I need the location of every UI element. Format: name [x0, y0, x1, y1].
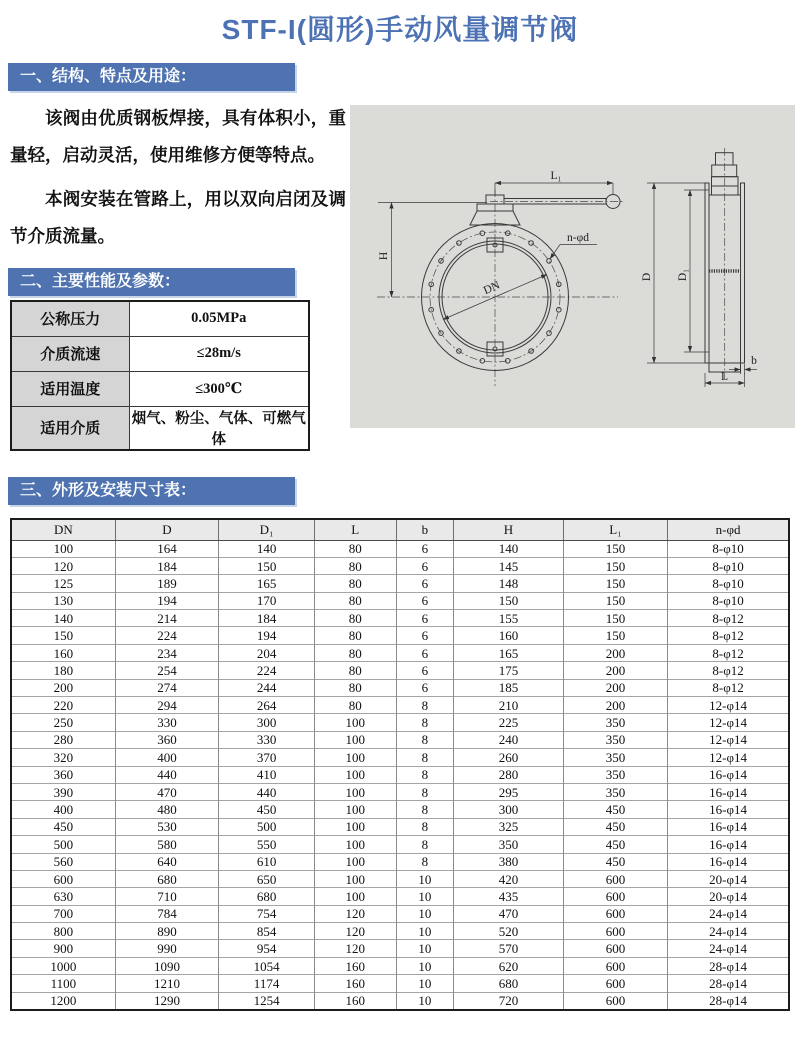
dimension-cell: 600: [563, 905, 667, 922]
dimension-cell: 380: [454, 853, 564, 870]
dimension-cell: 8-φ10: [668, 575, 789, 592]
dimension-cell: 8: [396, 853, 454, 870]
dimension-table-row: [11, 992, 789, 1009]
dimension-cell: 170: [219, 592, 315, 609]
dimension-cell: 295: [454, 783, 564, 800]
dimension-cell: 16-φ14: [668, 783, 789, 800]
dimension-cell: 150: [219, 557, 315, 574]
bolt-hole: [547, 331, 552, 336]
dimension-table-row: [11, 975, 789, 992]
dimension-cell: 80: [314, 540, 396, 557]
parameter-row: [11, 406, 309, 450]
dimension-cell: 16-φ14: [668, 818, 789, 835]
dimension-cell: 8-φ12: [668, 627, 789, 644]
dimension-cell: 630: [11, 888, 115, 905]
dimension-cell: 28-φ14: [668, 975, 789, 992]
dimension-cell: 225: [454, 714, 564, 731]
dimension-cell: 264: [219, 697, 315, 714]
dimension-cell: 184: [219, 610, 315, 627]
dimension-table-row: [11, 731, 789, 748]
dimension-cell: 150: [11, 627, 115, 644]
dim-label-l: L: [720, 371, 729, 383]
dimension-cell: 8-φ10: [668, 557, 789, 574]
dimension-cell: 80: [314, 697, 396, 714]
dimension-cell: 390: [11, 783, 115, 800]
dimension-cell: 8: [396, 836, 454, 853]
dimension-cell: 160: [314, 975, 396, 992]
parameter-label: 介质流速: [11, 336, 129, 371]
dimension-cell: 8: [396, 766, 454, 783]
dimension-cell: 100: [314, 801, 396, 818]
dimension-cell: 240: [454, 731, 564, 748]
dimension-cell: 250: [11, 714, 115, 731]
dimension-cell: 300: [219, 714, 315, 731]
dimension-cell: 280: [454, 766, 564, 783]
dimension-table-row: [11, 818, 789, 835]
dimension-cell: 80: [314, 644, 396, 661]
dimension-cell: 450: [563, 853, 667, 870]
dimension-cell: 450: [219, 801, 315, 818]
dimension-cell: 148: [454, 575, 564, 592]
dimension-cell: 194: [115, 592, 218, 609]
dimension-cell: 20-φ14: [668, 870, 789, 887]
dimension-cell: 435: [454, 888, 564, 905]
front-view: [377, 170, 623, 386]
dimension-cell: 10: [396, 992, 454, 1009]
parameter-label: 公称压力: [11, 301, 129, 336]
dimension-cell: 710: [115, 888, 218, 905]
dimension-column-header: D₁: [219, 519, 315, 540]
dimension-cell: 150: [563, 610, 667, 627]
dimension-cell: 125: [11, 575, 115, 592]
dimension-cell: 210: [454, 697, 564, 714]
dimension-cell: 200: [563, 697, 667, 714]
dimension-cell: 184: [115, 557, 218, 574]
dim-label-l1: L₁: [550, 170, 562, 182]
dimension-cell: 24-φ14: [668, 905, 789, 922]
valve-drawing-panel: [350, 105, 795, 428]
dimension-cell: 12-φ14: [668, 697, 789, 714]
dimension-cell: 6: [396, 540, 454, 557]
dimension-cell: 550: [219, 836, 315, 853]
dimension-column-header: L₁: [563, 519, 667, 540]
dimension-cell: 280: [11, 731, 115, 748]
parameter-label: 适用温度: [11, 371, 129, 406]
dimension-cell: 8: [396, 818, 454, 835]
dimension-cell: 150: [563, 557, 667, 574]
dimension-cell: 450: [563, 836, 667, 853]
section-heading-structure: 一、结构、特点及用途：: [8, 63, 295, 91]
dimension-cell: 10: [396, 940, 454, 957]
dimension-cell: 600: [563, 923, 667, 940]
dimension-table-row: [11, 783, 789, 800]
dimension-cell: 180: [11, 662, 115, 679]
dimension-table: [10, 518, 790, 1011]
dimension-cell: 600: [563, 992, 667, 1009]
dimension-cell: 330: [219, 731, 315, 748]
dimension-table-row: [11, 749, 789, 766]
dimension-cell: 80: [314, 592, 396, 609]
dimension-cell: 325: [454, 818, 564, 835]
dimension-cell: 6: [396, 644, 454, 661]
dimension-cell: 600: [11, 870, 115, 887]
dimension-cell: 954: [219, 940, 315, 957]
dimension-cell: 560: [11, 853, 115, 870]
dimension-cell: 145: [454, 557, 564, 574]
dimension-cell: 350: [563, 731, 667, 748]
dimension-cell: 24-φ14: [668, 940, 789, 957]
dimension-cell: 100: [314, 731, 396, 748]
dimension-cell: 1100: [11, 975, 115, 992]
dimension-cell: 150: [563, 575, 667, 592]
dimension-cell: 80: [314, 627, 396, 644]
dimension-table-row: [11, 940, 789, 957]
dimension-cell: 140: [454, 540, 564, 557]
dimension-cell: 120: [314, 940, 396, 957]
dimension-cell: 10: [396, 905, 454, 922]
dimension-table-row: [11, 853, 789, 870]
dimension-cell: 8-φ10: [668, 540, 789, 557]
dimension-cell: 1210: [115, 975, 218, 992]
dimension-table-row: [11, 540, 789, 557]
dimension-cell: 1054: [219, 957, 315, 974]
dimension-cell: 6: [396, 557, 454, 574]
dimension-cell: 8: [396, 749, 454, 766]
dimension-cell: 8-φ12: [668, 610, 789, 627]
dimension-cell: 260: [454, 749, 564, 766]
dimension-cell: 650: [219, 870, 315, 887]
dimension-table-row: [11, 679, 789, 696]
valve-technical-drawing: [350, 105, 795, 428]
dimension-cell: 150: [563, 540, 667, 557]
dimension-cell: 330: [115, 714, 218, 731]
dimension-cell: 165: [454, 644, 564, 661]
dimension-cell: 160: [314, 992, 396, 1009]
dimension-cell: 100: [314, 749, 396, 766]
dimension-cell: 164: [115, 540, 218, 557]
dimension-cell: 350: [563, 766, 667, 783]
dimension-cell: 680: [115, 870, 218, 887]
dimension-table-row: [11, 627, 789, 644]
dimension-cell: 6: [396, 662, 454, 679]
dimension-table-row: [11, 870, 789, 887]
dimension-cell: 500: [219, 818, 315, 835]
dimension-cell: 160: [11, 644, 115, 661]
dimension-cell: 200: [563, 644, 667, 661]
dimension-cell: 580: [115, 836, 218, 853]
dimension-cell: 470: [115, 783, 218, 800]
dimension-column-header: b: [396, 519, 454, 540]
dimension-cell: 100: [314, 714, 396, 731]
dimension-cell: 6: [396, 627, 454, 644]
dimension-cell: 8-φ10: [668, 592, 789, 609]
dimension-table-row: [11, 575, 789, 592]
dimension-cell: 680: [219, 888, 315, 905]
dimension-cell: 8-φ12: [668, 662, 789, 679]
dimension-cell: 200: [563, 679, 667, 696]
dimension-cell: 100: [314, 818, 396, 835]
side-view: [641, 148, 757, 387]
dimension-cell: 610: [219, 853, 315, 870]
parameter-value: 烟气、粉尘、气体、可燃气体: [129, 406, 309, 450]
dimension-cell: 470: [454, 905, 564, 922]
bolt-hole: [480, 359, 485, 364]
dimension-cell: 155: [454, 610, 564, 627]
dimension-cell: 100: [314, 870, 396, 887]
dimension-column-header: n-φd: [668, 519, 789, 540]
dimension-cell: 120: [11, 557, 115, 574]
dimension-cell: 100: [314, 853, 396, 870]
dimension-cell: 8: [396, 783, 454, 800]
dimension-cell: 1174: [219, 975, 315, 992]
dim-label-b: b: [751, 355, 757, 367]
dimension-cell: 200: [563, 662, 667, 679]
dimension-table-row: [11, 766, 789, 783]
dimension-cell: 6: [396, 575, 454, 592]
dimension-cell: 10: [396, 870, 454, 887]
page-title: STF-I(圆形)手动风量调节阀: [221, 14, 579, 45]
dimension-cell: 370: [219, 749, 315, 766]
dimension-cell: 16-φ14: [668, 836, 789, 853]
dimension-cell: 6: [396, 610, 454, 627]
dimension-table-header-row: [11, 519, 789, 540]
dimension-table-row: [11, 644, 789, 661]
dimension-table-row: [11, 888, 789, 905]
dimension-cell: 320: [11, 749, 115, 766]
performance-parameters-table: [10, 300, 310, 451]
dimension-cell: 10: [396, 923, 454, 940]
dimension-cell: 12-φ14: [668, 714, 789, 731]
dim-label-n-phi-d: n-φd: [567, 232, 589, 244]
dimension-cell: 8: [396, 731, 454, 748]
dimension-cell: 80: [314, 679, 396, 696]
dimension-cell: 350: [563, 714, 667, 731]
dimension-cell: 640: [115, 853, 218, 870]
dim-label-dn: DN: [481, 279, 502, 298]
dimension-table-row: [11, 714, 789, 731]
dimension-cell: 204: [219, 644, 315, 661]
dimension-cell: 1200: [11, 992, 115, 1009]
dimension-cell: 8: [396, 714, 454, 731]
dimension-cell: 12-φ14: [668, 749, 789, 766]
dimension-cell: 160: [314, 957, 396, 974]
dimension-cell: 80: [314, 662, 396, 679]
dimension-cell: 890: [115, 923, 218, 940]
dimension-cell: 8-φ12: [668, 644, 789, 661]
parameter-row: [11, 301, 309, 336]
dimension-cell: 80: [314, 610, 396, 627]
parameter-row: [11, 336, 309, 371]
dimension-cell: 8: [396, 801, 454, 818]
dimension-cell: 520: [454, 923, 564, 940]
dimension-cell: 400: [115, 749, 218, 766]
dimension-table-row: [11, 836, 789, 853]
dimension-cell: 600: [563, 870, 667, 887]
dimension-cell: 140: [11, 610, 115, 627]
dimension-cell: 12-φ14: [668, 731, 789, 748]
dimension-cell: 480: [115, 801, 218, 818]
dimension-cell: 700: [11, 905, 115, 922]
dimension-cell: 294: [115, 697, 218, 714]
dimension-cell: 800: [11, 923, 115, 940]
dimension-cell: 360: [115, 731, 218, 748]
dimension-cell: 130: [11, 592, 115, 609]
dimension-cell: 189: [115, 575, 218, 592]
dimension-cell: 10: [396, 975, 454, 992]
dimension-cell: 600: [563, 888, 667, 905]
dim-label-h: H: [378, 251, 390, 261]
dimension-cell: 1000: [11, 957, 115, 974]
dimension-cell: 784: [115, 905, 218, 922]
section-heading-performance: 二、主要性能及参数：: [8, 268, 295, 296]
dimension-cell: 224: [219, 662, 315, 679]
dimension-table-row: [11, 905, 789, 922]
section-heading-dimensions: 三、外形及安装尺寸表：: [8, 477, 295, 505]
bolt-hole: [480, 231, 485, 236]
dimension-cell: 120: [314, 905, 396, 922]
parameter-value: ≤28m/s: [129, 336, 309, 371]
bolt-hole: [457, 241, 462, 246]
dimension-cell: 350: [454, 836, 564, 853]
dimension-cell: 220: [11, 697, 115, 714]
dimension-cell: 200: [11, 679, 115, 696]
dimension-cell: 990: [115, 940, 218, 957]
parameter-value: ≤300℃: [129, 371, 309, 406]
dimension-cell: 410: [219, 766, 315, 783]
dimension-cell: 400: [11, 801, 115, 818]
dimension-cell: 16-φ14: [668, 766, 789, 783]
dimension-column-header: DN: [11, 519, 115, 540]
dimension-cell: 754: [219, 905, 315, 922]
dimension-cell: 10: [396, 957, 454, 974]
dimension-cell: 16-φ14: [668, 801, 789, 818]
dimension-cell: 10: [396, 888, 454, 905]
dimension-table-row: [11, 610, 789, 627]
dimension-cell: 165: [219, 575, 315, 592]
dimension-cell: 120: [314, 923, 396, 940]
dimension-cell: 854: [219, 923, 315, 940]
dimension-cell: 224: [115, 627, 218, 644]
dimension-cell: 16-φ14: [668, 853, 789, 870]
dimension-table-row: [11, 557, 789, 574]
dimension-cell: 194: [219, 627, 315, 644]
dimension-table-row: [11, 662, 789, 679]
dimension-cell: 24-φ14: [668, 923, 789, 940]
dimension-cell: 214: [115, 610, 218, 627]
dim-label-d1: D₁: [677, 268, 689, 282]
dimension-cell: 150: [454, 592, 564, 609]
dimension-cell: 100: [11, 540, 115, 557]
intro-paragraph-2: 本阀安装在管路上，用以双向启闭及调节介质流量。: [10, 189, 346, 246]
dimension-cell: 570: [454, 940, 564, 957]
parameter-label: 适用介质: [11, 406, 129, 450]
dimension-cell: 450: [563, 818, 667, 835]
dimension-cell: 175: [454, 662, 564, 679]
dimension-cell: 20-φ14: [668, 888, 789, 905]
dimension-cell: 80: [314, 575, 396, 592]
dimension-cell: 360: [11, 766, 115, 783]
dimension-cell: 720: [454, 992, 564, 1009]
dimension-cell: 500: [11, 836, 115, 853]
dimension-cell: 254: [115, 662, 218, 679]
dimension-table-row: [11, 801, 789, 818]
dimension-cell: 100: [314, 783, 396, 800]
dimension-cell: 244: [219, 679, 315, 696]
dimension-cell: 900: [11, 940, 115, 957]
dimension-cell: 150: [563, 592, 667, 609]
dimension-cell: 450: [563, 801, 667, 818]
dimension-cell: 100: [314, 766, 396, 783]
dimension-cell: 300: [454, 801, 564, 818]
dimension-cell: 234: [115, 644, 218, 661]
dimension-cell: 6: [396, 592, 454, 609]
dimension-cell: 350: [563, 749, 667, 766]
parameter-row: [11, 371, 309, 406]
dimension-cell: 100: [314, 836, 396, 853]
dimension-cell: 8: [396, 697, 454, 714]
dimension-cell: 420: [454, 870, 564, 887]
dimension-cell: 100: [314, 888, 396, 905]
dimension-column-header: L: [314, 519, 396, 540]
parameter-value: 0.05MPa: [129, 301, 309, 336]
dimension-cell: 6: [396, 679, 454, 696]
dimension-table-row: [11, 592, 789, 609]
dimension-cell: 274: [115, 679, 218, 696]
dimension-cell: 28-φ14: [668, 957, 789, 974]
dimension-cell: 150: [563, 627, 667, 644]
dimension-cell: 350: [563, 783, 667, 800]
intro-paragraph-1: 该阀由优质钢板焊接，具有体积小，重量轻，启动灵活，使用维修方便等特点。: [10, 108, 346, 165]
dimension-cell: 440: [219, 783, 315, 800]
dimension-column-header: H: [454, 519, 564, 540]
dimension-cell: 600: [563, 957, 667, 974]
bolt-hole: [547, 259, 552, 264]
dimension-table-row: [11, 957, 789, 974]
dimension-cell: 600: [563, 940, 667, 957]
dimension-column-header: D: [115, 519, 218, 540]
dim-label-d: D: [641, 272, 653, 282]
dimension-cell: 1090: [115, 957, 218, 974]
bolt-hole: [529, 241, 534, 246]
dimension-cell: 80: [314, 557, 396, 574]
dimension-table-row: [11, 923, 789, 940]
dimension-cell: 530: [115, 818, 218, 835]
dimension-cell: 28-φ14: [668, 992, 789, 1009]
dimension-cell: 160: [454, 627, 564, 644]
dimension-cell: 140: [219, 540, 315, 557]
dimension-cell: 620: [454, 957, 564, 974]
dimension-cell: 1254: [219, 992, 315, 1009]
dimension-cell: 600: [563, 975, 667, 992]
dimension-cell: 1290: [115, 992, 218, 1009]
dimension-cell: 450: [11, 818, 115, 835]
dimension-cell: 8-φ12: [668, 679, 789, 696]
dimension-cell: 440: [115, 766, 218, 783]
intro-paragraphs: [10, 100, 346, 262]
dimension-table-row: [11, 697, 789, 714]
dimension-cell: 185: [454, 679, 564, 696]
dimension-cell: 680: [454, 975, 564, 992]
